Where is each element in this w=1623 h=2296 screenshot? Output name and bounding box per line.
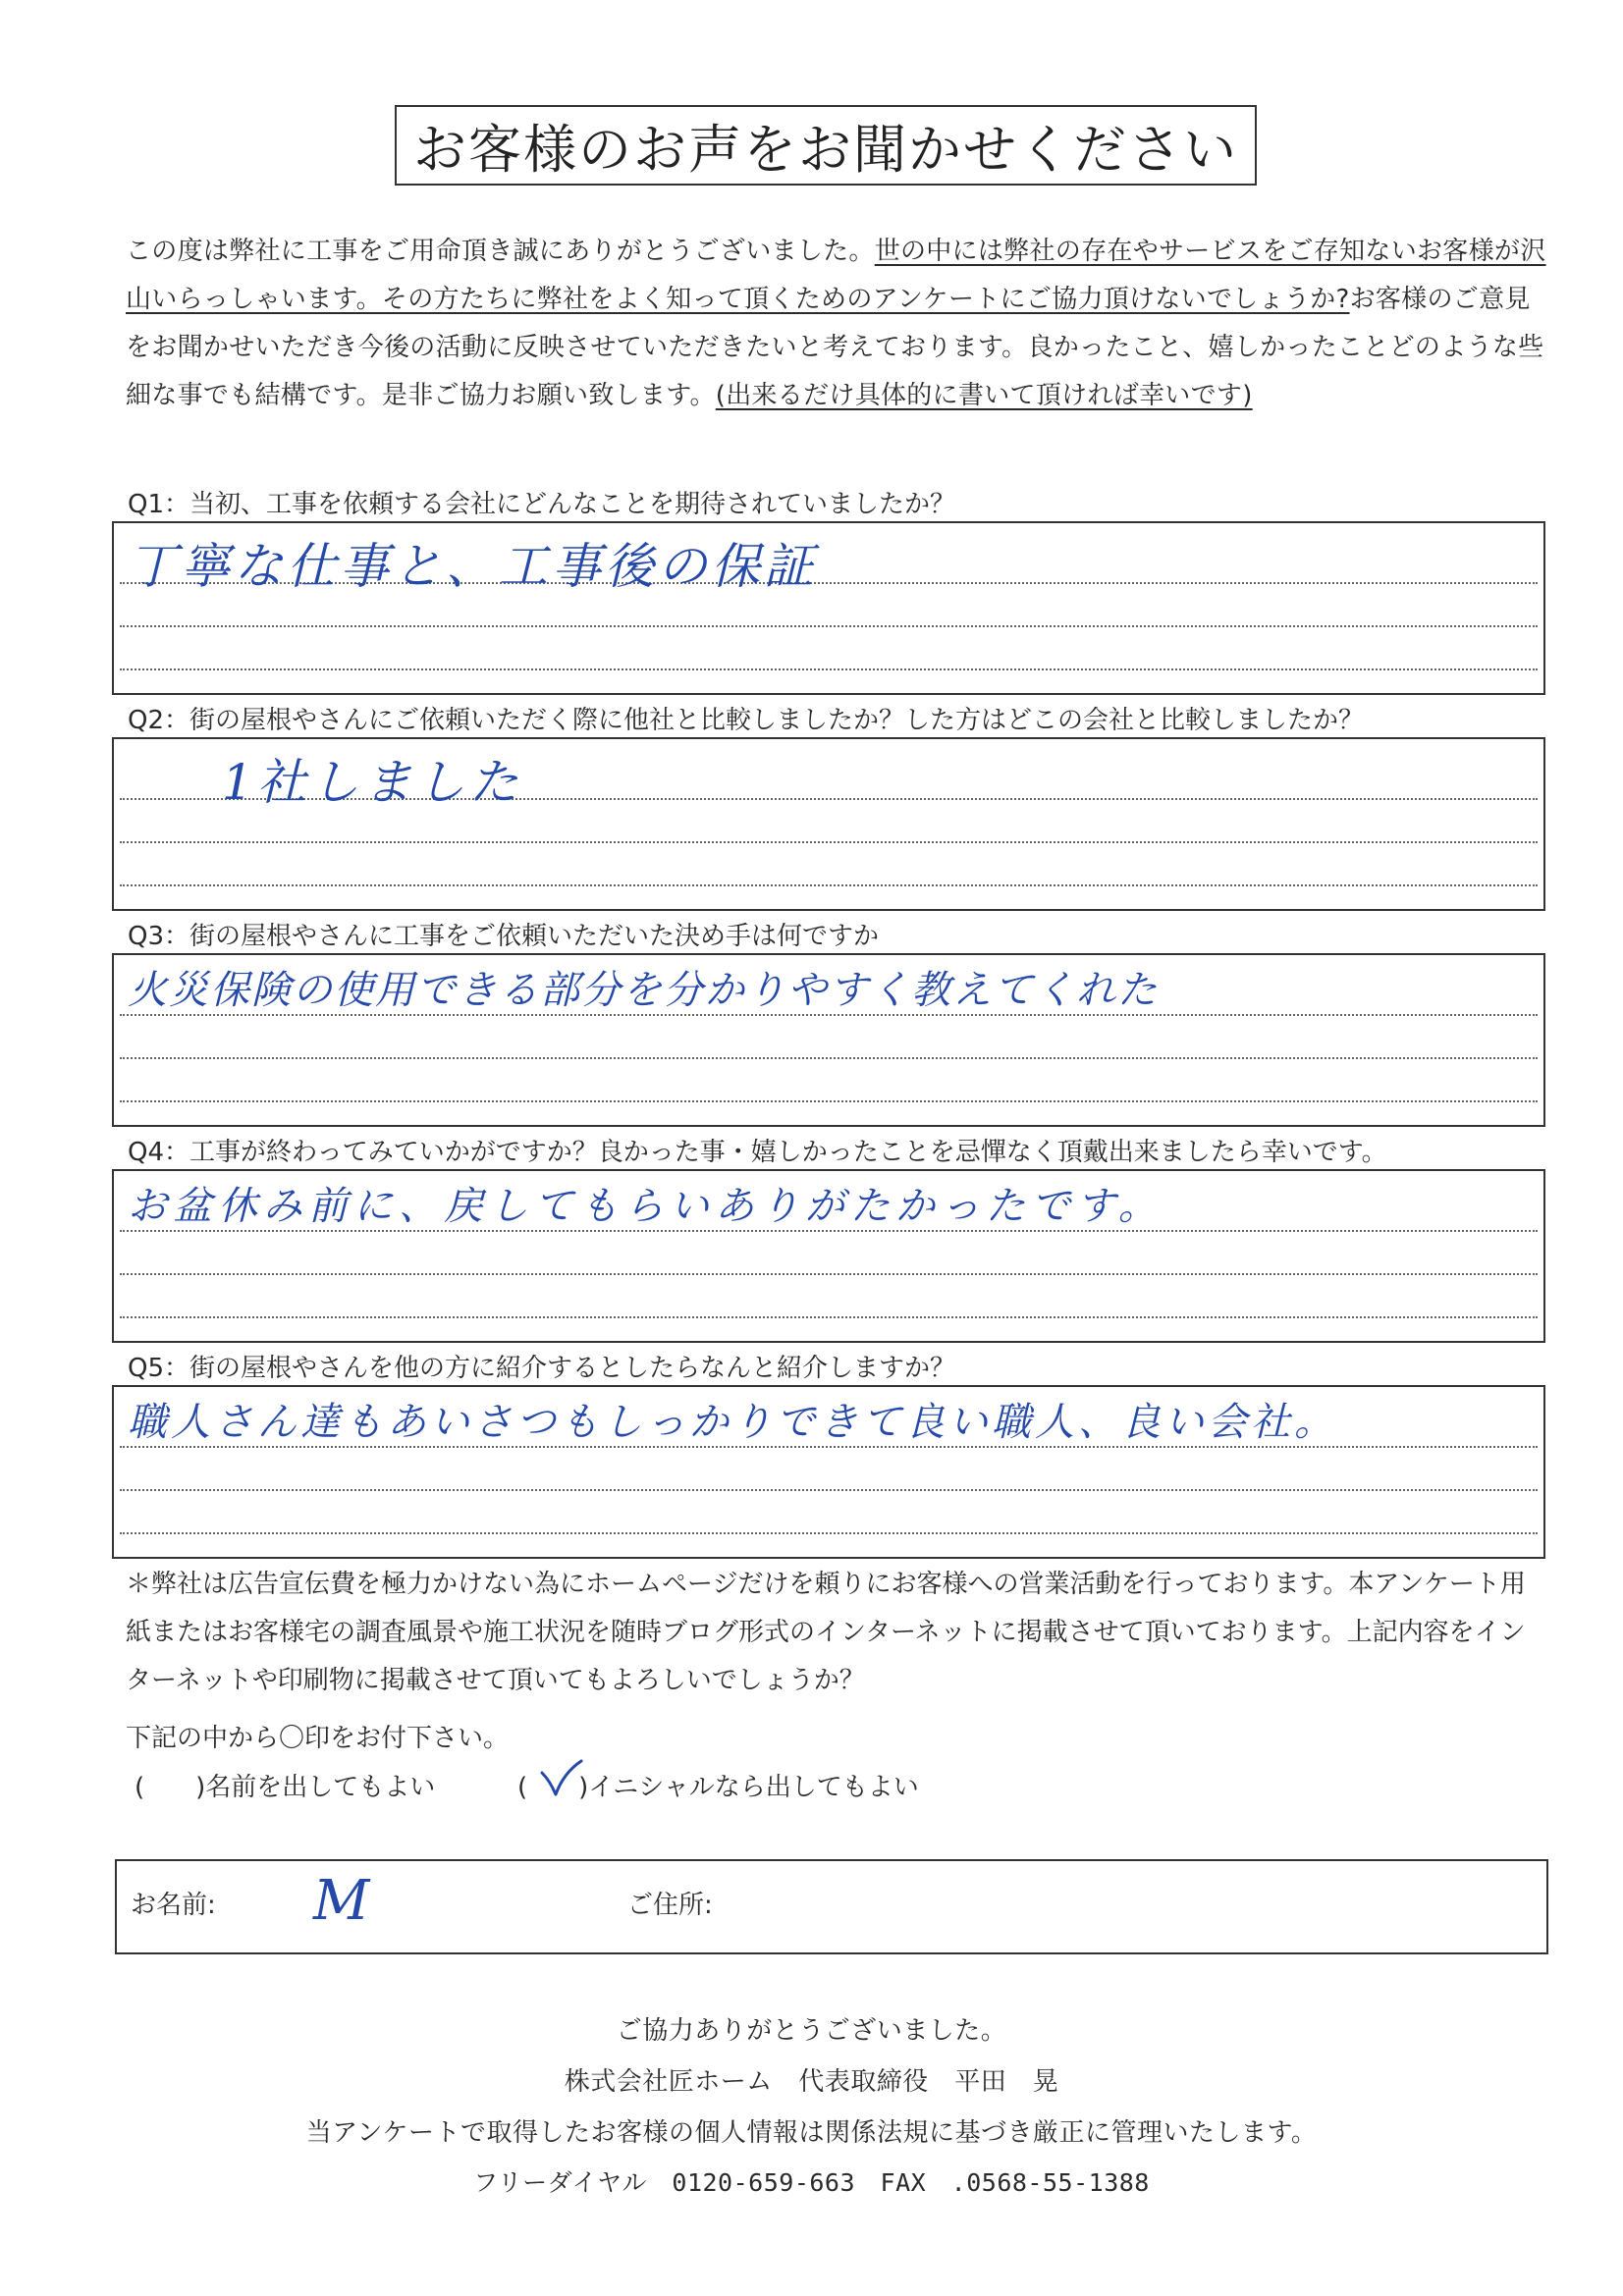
intro-text-1: この度は弊社に工事をご用命頂き誠にありがとうございました。: [126, 237, 875, 266]
footer-company: 株式会社匠ホーム 代表取締役 平田 晃: [564, 2067, 1059, 2097]
dotted-line: [120, 1273, 1538, 1275]
footer-privacy: 当アンケートで取得したお客様の個人情報は関係法規に基づき厳正に管理いたします。: [305, 2118, 1318, 2148]
publication-notice: ＊弊社は広告宣伝費を極力かけない為にホームページだけを頼りにお客様への営業活動を行っております。本アンケート用紙またはお客様宅の調査風景や施工状況を随時ブログ形式のインターネットに掲載させて頂いております。上記内容をインターネットや印刷物に掲載させて頂いてもよろしいでしょうか？: [126, 1570, 1526, 1695]
dotted-line: [120, 841, 1538, 843]
instruction-text: 下記の中から〇印をお付下さい。: [126, 1724, 510, 1753]
answer-5-handwriting: 職人さん達もあいさつもしっかりできて良い職人、良い会社。: [128, 1400, 1337, 1445]
dotted-line: [120, 1532, 1538, 1534]
answer-4-box[interactable]: [112, 1169, 1545, 1343]
address-label: ご住所:: [627, 1891, 713, 1920]
answer-1-handwriting: 丁寧な仕事と、工事後の保証: [128, 538, 817, 595]
answer-3-handwriting: 火災保険の使用できる部分を分かりやすく教えてくれた: [128, 968, 1159, 1013]
question-2-label: Q2：街の屋根やさんにご依頼いただく際に他社と比較しましたか？した方はどこの会社と比較しましたか？: [128, 706, 1365, 735]
answer-4-handwriting: お盆休み前に、戻してもらいありがたかったです。: [128, 1184, 1163, 1229]
dotted-line: [120, 668, 1538, 670]
dotted-line: [120, 1100, 1538, 1102]
dotted-line: [120, 1316, 1538, 1318]
dotted-line: [120, 1057, 1538, 1059]
dotted-line: [120, 625, 1538, 627]
question-5-label: Q5：街の屋根やさんを他の方に紹介するとしたらなんと紹介しますか？: [128, 1354, 956, 1383]
question-4-label: Q4：工事が終わってみていかがですか？良かった事・嬉しかったことを忌憚なく頂戴出来ましたら幸いです。: [128, 1138, 1387, 1167]
intro-paragraph: [126, 228, 1549, 420]
intro-text-underlined-2: (出来るだけ具体的に書いて頂ければ幸いです): [715, 381, 1253, 410]
name-address-box: [115, 1859, 1548, 1954]
answer-2-box[interactable]: [112, 737, 1545, 911]
answer-1-box[interactable]: [112, 521, 1545, 695]
answer-2-handwriting: 1社しました: [222, 754, 522, 811]
answer-5-box[interactable]: [112, 1385, 1545, 1559]
page-title: お客様のお声をお聞かせください: [395, 105, 1257, 186]
option-initial-ok[interactable]: ( )イニシャルなら出してもよい: [517, 1773, 919, 1802]
question-1-label: Q1：当初、工事を依頼する会社にどんなことを期待されていましたか？: [128, 490, 956, 519]
intro-text-underlined-1: 世の中には弊社の存在やサービスをご存知ないお客様が沢山いらっしゃいます。その方たちに弊社をよく知って頂くためのアンケートにご協力頂けないでしょうか?: [126, 237, 1546, 314]
checkmark-icon: [538, 1759, 583, 1798]
intro-text-2: お客様のご意見をお聞かせいただき今後の活動に反映させていただきたいと考えております。良かったこと、嬉しかったことどのような些細な事でも結構です。是非ご協力お願い致します。: [126, 285, 1544, 410]
dotted-line: [120, 884, 1538, 886]
dotted-line: [120, 1489, 1538, 1491]
name-label: お名前:: [131, 1891, 216, 1920]
footer-contact: フリーダイヤル 0120-659-663 FAX .0568-55-1388: [473, 2168, 1150, 2197]
name-field[interactable]: M: [313, 1869, 370, 1933]
question-3-label: Q3：街の屋根やさんに工事をご依頼いただいた決め手は何ですか: [128, 922, 880, 951]
answer-3-box[interactable]: [112, 953, 1545, 1127]
address-field[interactable]: [726, 1871, 1537, 1943]
footer-thanks: ご協力ありがとうございました。: [616, 2016, 1007, 2046]
option-name-ok[interactable]: ( )名前を出してもよい: [135, 1773, 436, 1802]
